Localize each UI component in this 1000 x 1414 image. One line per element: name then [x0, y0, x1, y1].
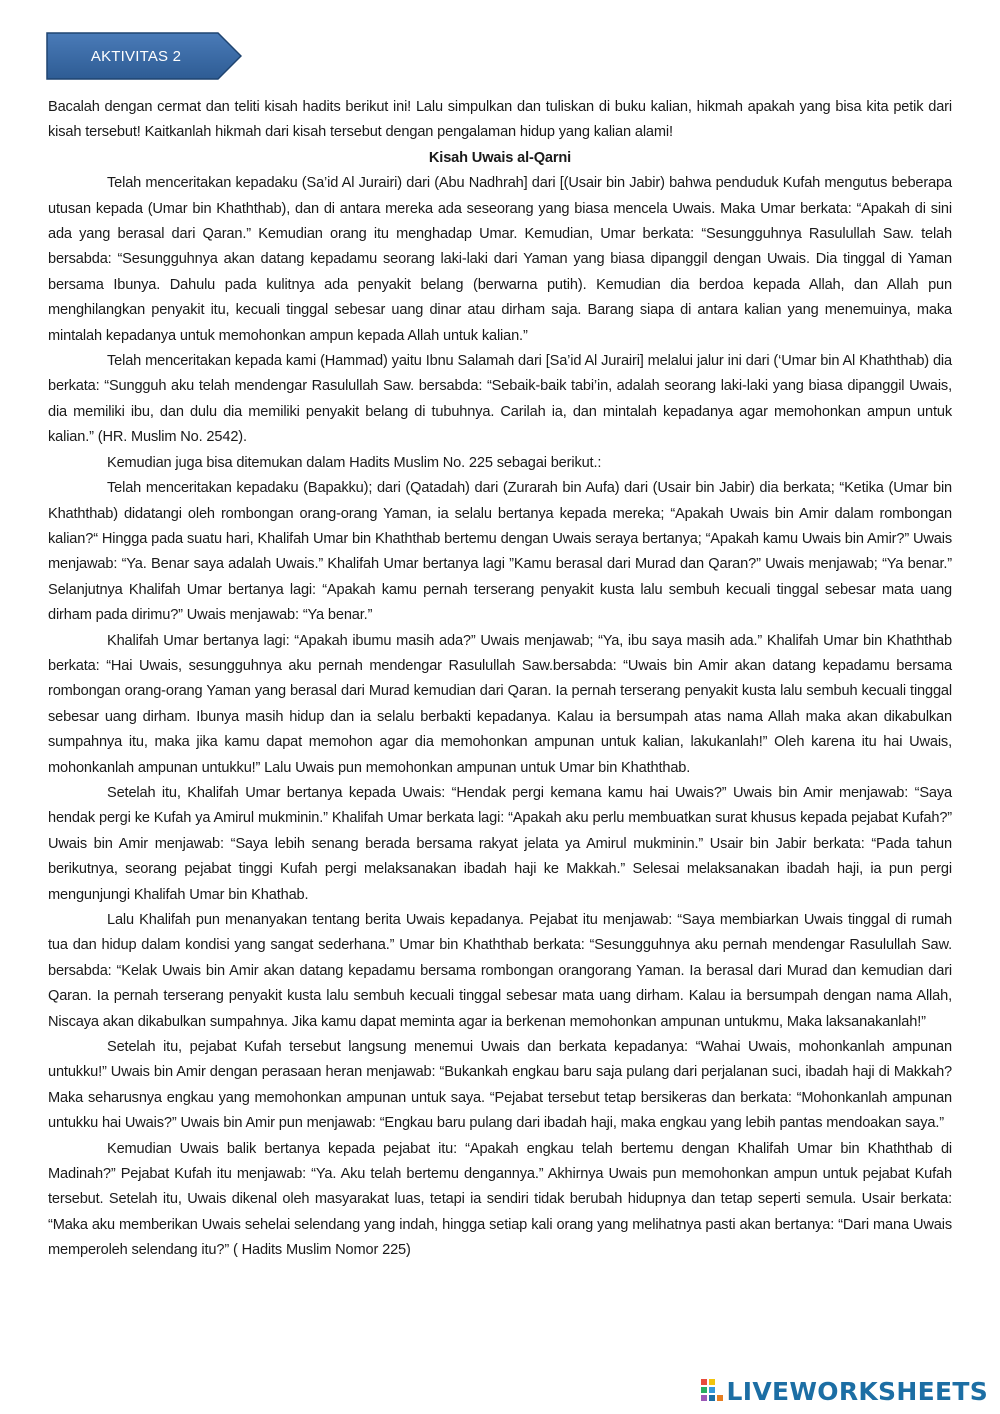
activity-banner	[46, 32, 242, 80]
liveworksheets-brand: LIVEWORKSHEETS	[726, 1376, 988, 1406]
liveworksheets-logo-icon	[701, 1379, 723, 1403]
liveworksheets-logo	[701, 1376, 988, 1406]
paragraph-1: Telah menceritakan kepadaku (Sa’id Al Jurairi) dari (Abu Nadhrah] dari [(Usair bin Jabir) bahwa penduduk Kufah mengutus beberapa utusan kepada (Umar bin Khaththab), dan di antara mereka ada seseorang yang biasa mencela Uwais. Maka Umar berkata: “Apakah di sini ada yang berasal dari Qaran.” Kemudian orang itu menghadap Umar. Kemudian, Umar berkata: “Sesungguhnya Rasulullah Saw. telah bersabda: “Sesungguhnya akan datang kepadamu seorang laki-laki dari Yaman yang biasa dipanggil dengan Uwais. Dia tinggal di Yaman bersama Ibunya. Dahulu pada kulitnya ada penyakit belang (berwarna putih). Kemudian dia berdoa kepada Allah, dan Allah pun menghilangkan penyakit itu, kecuali tinggal sebesar uang dinar atau dirham saja. Barang siapa di antara kalian yang menemuinya, maka mintalah kepadanya untuk memohonkan ampun kepada Allah untuk kalian.”	[48, 175, 952, 344]
paragraph-3: Kemudian juga bisa ditemukan dalam Hadits Muslim No. 225 sebagai berikut.:	[107, 454, 602, 471]
paragraph-5: Khalifah Umar bertanya lagi: “Apakah ibumu masih ada?” Uwais menjawab; “Ya, ibu saya masih ada.” Khalifah Umar bin Khaththab berkata: “Hai Uwais, sesungguhnya aku pernah mendengar Rasulullah Saw.bersabda: “Uwais bin Amir akan datang kepadamu bersama rombongan orang-orang Yaman yang berasal dari Murad kemudian dari Qaran. Ia pernah terserang penyakit kusta lalu sembuh kecuali tinggal sebesar uang dirham. Ibunya masih hidup dan ia selalu berbakti kepadanya. Kalau ia bersumpah atas nama Allah maka akan dikabulkan sumpahnya itu, maka jika kamu dapat memohon agar dia memohonkan ampunan untuk kalian, lakukanlah!” Oleh karena itu hai Uwais, mohonkanlah ampunan untukku!” Lalu Uwais pun memohonkan ampunan untuk Umar bin Khaththab.	[48, 632, 952, 776]
banner-label: AKTIVITAS 2	[90, 47, 182, 65]
story-title: Kisah Uwais al-Qarni	[428, 149, 572, 166]
paragraph-9: Kemudian Uwais balik bertanya kepada pejabat itu: “Apakah engkau telah bertemu dengan Khalifah Umar bin Khaththab di Madinah?” Pejabat Kufah itu menjawab: “Ya. Aku telah bertemu dengannya.” Akhirnya Uwais pun memohonkan ampun untuk pejabat Kufah tersebut. Setelah itu, Uwais dikenal oleh masyarakat luas, tetapi ia sendiri tidak berubah hidupnya dan tetap seperti semula. Usair berkata: “Maka aku memberikan Uwais sehelai selendang yang indah, hingga setiap kali orang yang melihatnya pasti akan bertanya: “Dari mana Uwais memperoleh selendang itu?” ( Hadits Muslim Nomor 225)	[48, 1140, 952, 1259]
instructions-text: Bacalah dengan cermat dan teliti kisah hadits berikut ini! Lalu simpulkan dan tuliskan di buku kalian, hikmah apakah yang bisa kita petik dari kisah tersebut! Kaitkanlah hikmah dari kisah tersebut dengan pengalaman hidup yang kalian alami!	[48, 99, 952, 141]
paragraph-2: Telah menceritakan kepada kami (Hammad) yaitu Ibnu Salamah dari [Sa’id Al Jurairi] melalui jalur ini dari (‘Umar bin Al Khaththab) dia berkata: “Sungguh aku telah mendengar Rasulullah Saw. bersabda: “Sebaik-baik tabi’in, adalah seorang laki-laki yang biasa dipanggil Uwais, dia memiliki ibu, dan dulu dia memiliki penyakit belang di tubuhnya. Carilah ia, dan mintalah kepadanya agar memohonkan ampun untuk kalian.” (HR. Muslim No. 2542).	[48, 353, 952, 446]
worksheet-content	[48, 95, 952, 1264]
paragraph-4: Telah menceritakan kepadaku (Bapakku); dari (Qatadah) dari (Zurarah bin Aufa) dari (Usair bin Jabir) dia berkata; “Ketika (Umar bin Khaththab) didatangi oleh rombongan orang-orang Yaman, ia selalu bertanya kepada mereka; “Apakah Uwais bin Amir dalam rombongan kalian?“ Hingga pada suatu hari, Khalifah Umar bin Khaththab bertemu dengan Uwais seraya bertanya; “Apakah kamu Uwais bin Amir?” Uwais menjawab: “Ya. Benar saya adalah Uwais.” Khalifah Umar bertanya lagi ”Kamu berasal dari Murad dan Qaran?” Uwais menjawab; “Ya benar.” Selanjutnya Khalifah Umar bertanya lagi: “Apakah kamu pernah terserang penyakit kusta lalu sembuh kecuali tinggal sebesar mata uang dirham pada dirimu?” Uwais menjawab: “Ya benar.”	[48, 480, 952, 624]
paragraph-8: Setelah itu, pejabat Kufah tersebut langsung menemui Uwais dan berkata kepadanya: “Wahai Uwais, mohonkanlah ampunan untukku!” Uwais bin Amir dengan perasaan heran menjawab: “Bukankah engkau baru saja pulang dari perjalanan suci, ibadah haji di Makkah? Maka seharusnya engkau yang memohonkan ampunan untuk saya. “Pejabat tersebut tetap bersikeras dan berkata: “Mohonkanlah ampunan untukku hai Uwais?” Uwais bin Amir pun menjawab: “Engkau baru pulang dari ibadah haji, maka engkau yang lebih pantas mendoakan saya.”	[48, 1039, 952, 1132]
paragraph-6: Setelah itu, Khalifah Umar bertanya kepada Uwais: “Hendak pergi kemana kamu hai Uwais?” Uwais bin Amir menjawab: “Saya hendak pergi ke Kufah ya Amirul mukminin.” Khalifah Umar berkata lagi: “Apakah aku perlu membuatkan surat khusus kepada pejabat Kufah?” Uwais bin Amir menjawab: “Saya lebih senang berada bersama rakyat jelata ya Amirul mukminin.” Usair bin Jabir berkata: “Pada tahun berikutnya, seorang pejabat tinggi Kufah pergi melaksanakan ibadah haji ke Makkah.” Selesai melaksanakan ibadah haji, ia pun pergi mengunjungi Khalifah Umar bin Khathab.	[48, 784, 952, 903]
paragraph-7: Lalu Khalifah pun menanyakan tentang berita Uwais kepadanya. Pejabat itu menjawab: “Saya membiarkan Uwais tinggal di rumah tua dan hidup dalam kondisi yang sangat sederhana.” Umar bin Khaththab berkata: “Sesungguhnya aku pernah mendengar Rasulullah Saw. bersabda: “Kelak Uwais bin Amir akan datang kepadamu bersama rombongan orangorang Yaman. Ia berasal dari Murad dan kemudian dari Qaran. Ia pernah terserang penyakit kusta lalu sembuh kecuali tinggal sebesar mata uang dirham. Kalau ia bersumpah dengan nama Allah, Niscaya akan dikabulkan sumpahnya. Jika kamu dapat meminta agar ia berkenan memohonkan ampunan untukmu, Maka laksanakanlah!”	[48, 912, 952, 1030]
